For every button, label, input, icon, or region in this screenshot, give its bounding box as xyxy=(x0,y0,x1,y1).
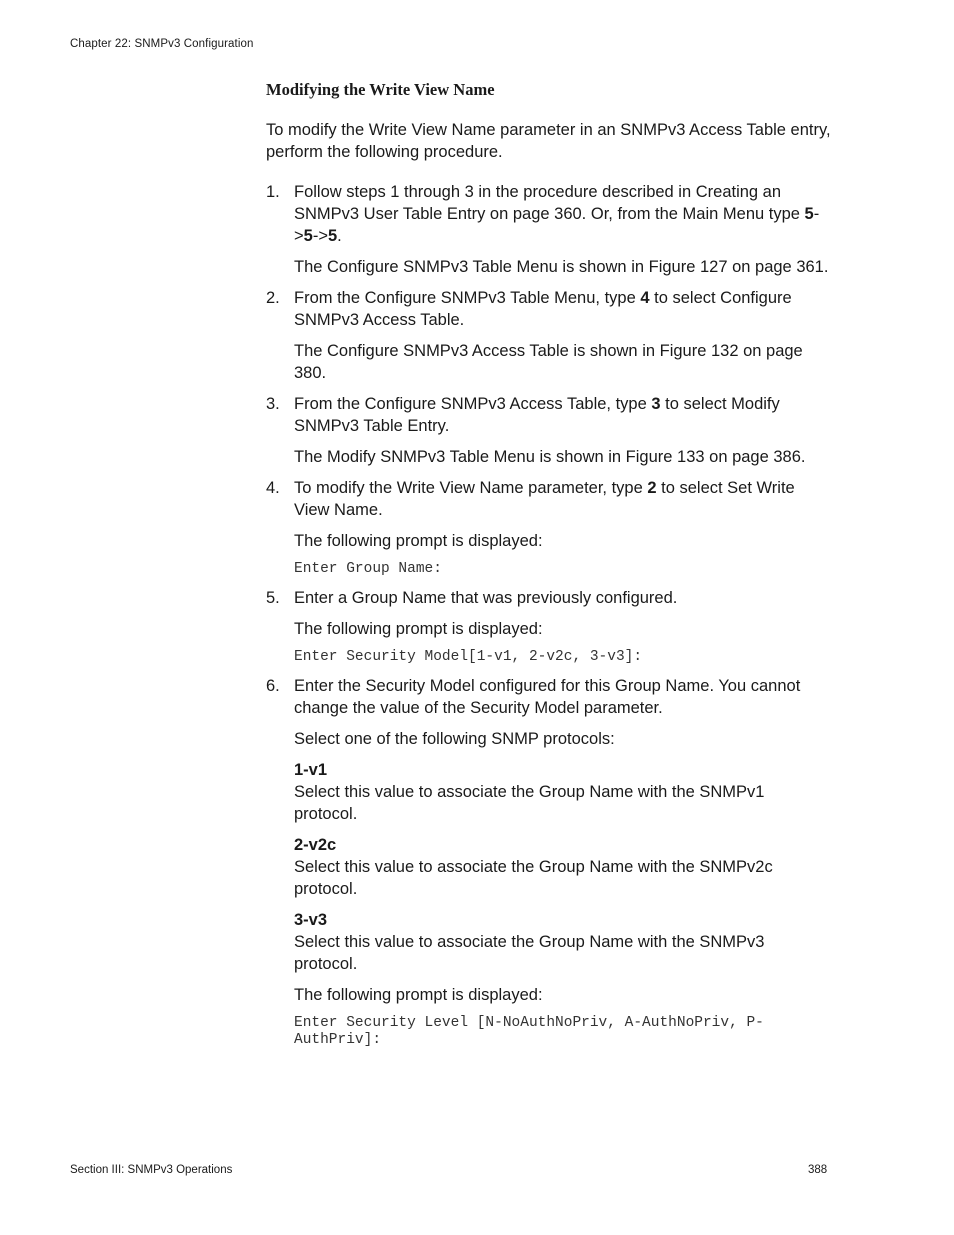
option-term: 3-v3 xyxy=(294,911,328,929)
cli-prompt: Enter Security Model[1-v1, 2-v2c, 3-v3]: xyxy=(294,649,643,665)
step-end: . xyxy=(337,227,342,245)
step-text-part: From the Configure SNMPv3 Table Menu, type xyxy=(294,289,641,307)
step-1 xyxy=(266,181,831,278)
step-6 xyxy=(266,675,831,1049)
procedure-steps xyxy=(266,181,831,1049)
intro-paragraph: To modify the Write View Name parameter in an SNMPv3 Access Table entry, perform the following procedure. xyxy=(266,121,831,161)
option-description: Select this value to associate the Group Name with the SNMPv1 protocol. xyxy=(294,783,765,823)
step-number: 3. xyxy=(266,395,280,413)
step-text xyxy=(294,181,831,247)
step-note: The following prompt is displayed: xyxy=(294,532,543,550)
key-4: 4 xyxy=(640,289,650,307)
step-5 xyxy=(266,587,831,666)
option-term: 1-v1 xyxy=(294,761,328,779)
footer-section: Section III: SNMPv3 Operations xyxy=(70,1164,233,1176)
cli-prompt: Enter Group Name: xyxy=(294,561,442,577)
key-3: 3 xyxy=(651,395,661,413)
step-number: 5. xyxy=(266,589,280,607)
option-description: Select this value to associate the Group Name with the SNMPv2c protocol. xyxy=(294,858,773,898)
step-note: The following prompt is displayed: xyxy=(294,620,543,638)
step-2 xyxy=(266,287,831,384)
page-number: 388 xyxy=(808,1164,828,1176)
section-title: Modifying the Write View Name xyxy=(266,80,495,99)
step-text-part: to select Configure SNMPv3 Access Table. xyxy=(294,289,792,329)
option-v1 xyxy=(294,759,831,825)
step-text-part: From the Configure SNMPv3 Access Table, type xyxy=(294,395,652,413)
step-text: Enter the Security Model configured for this Group Name. You cannot change the value of the Security Model parameter. xyxy=(294,677,801,717)
step-number: 6. xyxy=(266,677,280,695)
step-text-part: to select Modify SNMPv3 Table Entry. xyxy=(294,395,780,435)
option-term: 2-v2c xyxy=(294,836,337,854)
arrow-separator: -> xyxy=(294,205,820,245)
key-5: 5 xyxy=(327,227,338,245)
key-5: 5 xyxy=(303,227,313,245)
step-number: 2. xyxy=(266,289,280,307)
step-text xyxy=(294,477,831,521)
option-description: Select this value to associate the Group Name with the SNMPv3 protocol. xyxy=(294,933,765,973)
step-note: The Configure SNMPv3 Table Menu is shown in Figure 127 on page 361. xyxy=(294,258,829,276)
step-3 xyxy=(266,393,831,468)
page-content xyxy=(266,79,831,1058)
cli-prompt: Enter Security Level [N-NoAuthNoPriv, A-AuthNoPriv, P-AuthPriv]: xyxy=(294,1015,764,1048)
option-v3 xyxy=(294,909,831,975)
step-text-part: To modify the Write View Name parameter, type xyxy=(294,479,648,497)
step-text xyxy=(294,393,831,437)
step-note: The following prompt is displayed: xyxy=(294,986,543,1004)
step-note: The Configure SNMPv3 Access Table is shown in Figure 132 on page 380. xyxy=(294,342,803,382)
step-4 xyxy=(266,477,831,578)
step-number: 1. xyxy=(266,183,280,201)
step-text-part: Follow steps 1 through 3 in the procedure described in Creating an SNMPv3 User Table Entry on page 360. Or, from the Main Menu type xyxy=(294,183,805,223)
key-2: 2 xyxy=(647,479,657,497)
step-number: 4. xyxy=(266,479,280,497)
key-5: 5 xyxy=(804,205,814,223)
step-text xyxy=(294,287,831,331)
step-text: Enter a Group Name that was previously configured. xyxy=(294,589,678,607)
step-note: The Modify SNMPv3 Table Menu is shown in Figure 133 on page 386. xyxy=(294,448,806,466)
arrow-separator: -> xyxy=(312,227,328,245)
option-v2c xyxy=(294,834,831,900)
step-note: Select one of the following SNMP protocols: xyxy=(294,730,615,748)
step-text-part: to select Set Write View Name. xyxy=(294,479,795,519)
running-header: Chapter 22: SNMPv3 Configuration xyxy=(70,38,254,50)
